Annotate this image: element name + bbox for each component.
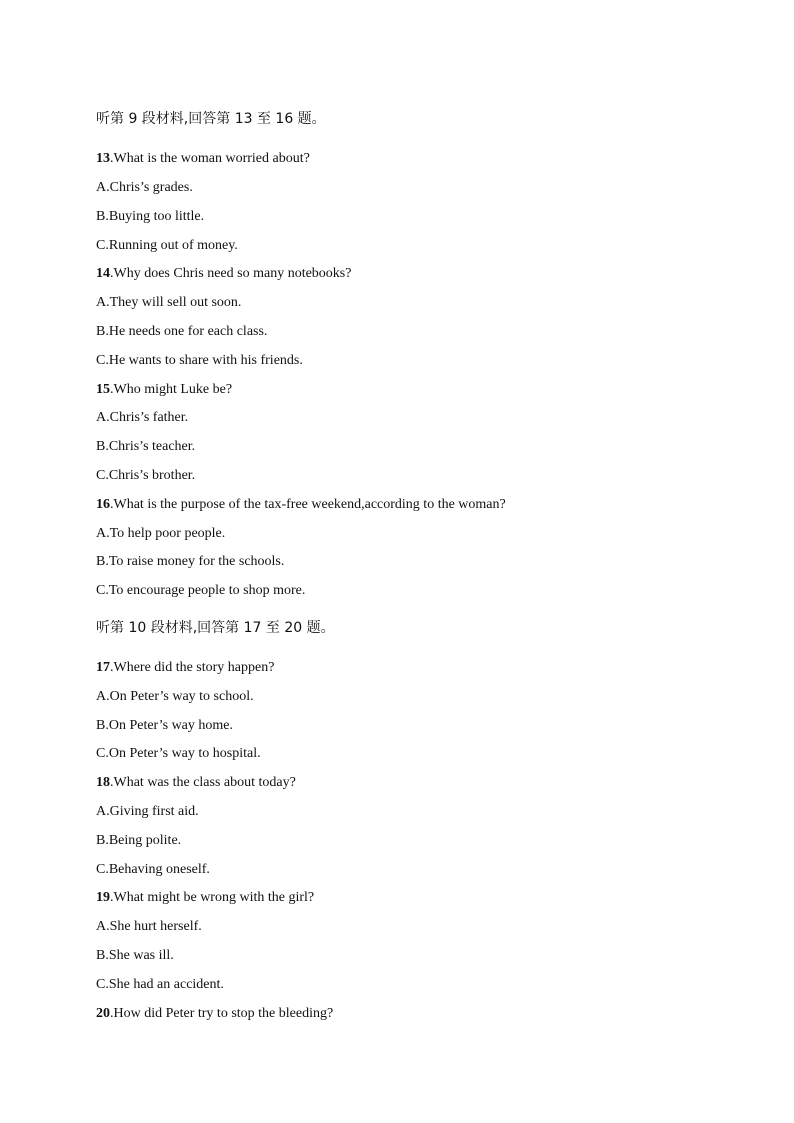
option-19-c: C.She had an accident. [96, 977, 224, 992]
question-13 [96, 150, 310, 168]
question-text: .How did Peter try to stop the bleeding? [110, 1006, 334, 1021]
question-text: .What is the woman worried about? [110, 151, 310, 166]
question-number: 16 [96, 497, 110, 512]
question-text: .Where did the story happen? [110, 660, 275, 675]
question-text: .Who might Luke be? [110, 382, 233, 397]
option-16-b: B.To raise money for the schools. [96, 554, 285, 569]
option-16-a: A.To help poor people. [96, 526, 226, 541]
section-header: 听第 10 段材料,回答第 17 至 20 题。 [96, 620, 335, 636]
option-15-c: C.Chris’s brother. [96, 468, 196, 483]
option-18-c: C.Behaving oneself. [96, 862, 210, 877]
option-17-b: B.On Peter’s way home. [96, 718, 233, 733]
option-14-b: B.He needs one for each class. [96, 324, 268, 339]
option-19-a: A.She hurt herself. [96, 919, 202, 934]
question-16 [96, 496, 506, 514]
option-14-a: A.They will sell out soon. [96, 295, 242, 310]
question-number: 19 [96, 890, 110, 905]
question-text: .Why does Chris need so many notebooks? [110, 266, 352, 281]
option-13-a: A.Chris’s grades. [96, 180, 193, 195]
question-20 [96, 1005, 333, 1023]
question-19 [96, 889, 314, 907]
option-19-b: B.She was ill. [96, 948, 174, 963]
option-18-a: A.Giving first aid. [96, 804, 199, 819]
option-16-c: C.To encourage people to shop more. [96, 583, 306, 598]
question-number: 13 [96, 151, 110, 166]
option-17-c: C.On Peter’s way to hospital. [96, 746, 261, 761]
question-number: 14 [96, 266, 110, 281]
option-14-c: C.He wants to share with his friends. [96, 353, 303, 368]
question-text: .What is the purpose of the tax-free weekend,according to the woman? [110, 497, 506, 512]
question-15 [96, 381, 232, 399]
option-17-a: A.On Peter’s way to school. [96, 689, 254, 704]
option-15-a: A.Chris’s father. [96, 410, 189, 425]
question-number: 15 [96, 382, 110, 397]
question-text: .What was the class about today? [110, 775, 296, 790]
question-17 [96, 659, 274, 677]
question-18 [96, 774, 296, 792]
option-13-b: B.Buying too little. [96, 209, 205, 224]
question-number: 17 [96, 660, 110, 675]
option-15-b: B.Chris’s teacher. [96, 439, 196, 454]
option-13-c: C.Running out of money. [96, 238, 238, 253]
question-number: 20 [96, 1006, 110, 1021]
question-number: 18 [96, 775, 110, 790]
question-text: .What might be wrong with the girl? [110, 890, 315, 905]
option-18-b: B.Being polite. [96, 833, 182, 848]
question-14 [96, 265, 351, 283]
section-header: 听第 9 段材料,回答第 13 至 16 题。 [96, 111, 326, 127]
